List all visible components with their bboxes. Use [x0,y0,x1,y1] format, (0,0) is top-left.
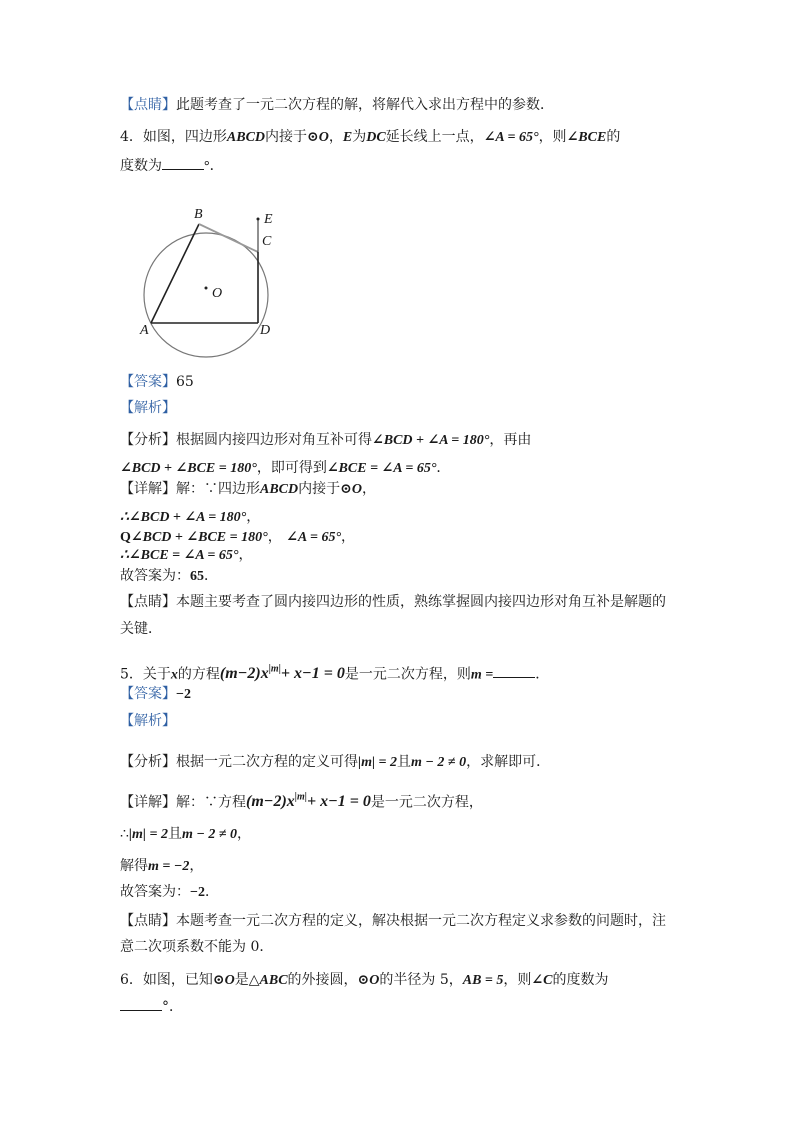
side-AB [151,224,199,323]
stem-text: 6．如图，已知 [120,972,213,988]
stem-text: 是 [234,972,249,988]
q3-comment [120,95,554,115]
dianjing-tag: 【点睛】 [120,594,176,610]
math-angle-BCE: ∠BCE [566,130,607,145]
final-text: ． [204,568,218,584]
fenxi-text: 根据圆内接四边形对角互补可得 [176,432,372,448]
eq-rest: + x−1 = 0 [306,793,371,811]
answer-blank [493,677,535,678]
side-BC [199,224,258,252]
math-eq: |m| = 2 [358,755,398,770]
answer-tag: 【答案】 [120,686,176,702]
stem-text: 的外接圆， [287,972,358,988]
step-punct: ， [246,509,261,525]
dianjing-text: 关键． [120,621,162,637]
xiangjie-text: 解：∵四边形 [176,481,260,497]
math-eq: ∴∠BCE = ∠A = 65° [120,548,239,563]
comment-text: 此题考查了一元二次方程的解，将解代入求出方程中的参数． [176,97,554,113]
math-ABCD: ABCD [226,130,266,145]
final-value: 65 [190,569,204,584]
math-m: m = [470,667,494,683]
answer-value: −2 [176,687,191,702]
stem-text: ． [209,158,224,174]
fenxi-text: ，求解即可． [466,754,551,770]
answer-value: 65 [176,374,194,390]
step-punct: ， [237,826,252,842]
final-text: 故答案为： [120,568,190,584]
stem-text: 延长线上一点， [385,129,484,145]
xiangjie-text: 内接于 [298,481,341,497]
fenxi-text: ，再由 [489,432,532,448]
q6-stem-line-1 [120,970,608,991]
degree-mark: ° [204,159,210,174]
answer-tag: 【答案】 [120,374,176,390]
q4-figure [135,200,285,360]
q5-final [120,882,219,903]
step-punct: ， [238,547,253,563]
eq-exponent: |m| [294,792,307,803]
dianjing-text: 本题考查一元二次方程的定义，解决根据一元二次方程定义求参数的问题时，注 [176,913,666,929]
math-eq: ∠BCD + ∠BCE = 180° [120,461,257,476]
stem-text: ，则 [538,129,567,145]
stem-text: 为 [352,129,367,145]
q5-step-2 [120,856,203,877]
step-punct: ， [189,858,204,874]
label-E: E [264,212,273,227]
stem-text: ，则 [503,972,532,988]
stem-text: 的 [606,129,621,145]
math-eq: m = −2 [148,859,190,874]
xiangjie-tag: 【详解】 [120,794,176,811]
q5-stem [120,660,549,685]
math-circle-O: ⊙O [307,130,329,145]
math-because: Q [120,530,131,545]
q4-answer [120,372,194,392]
fenxi-tag: 【分析】 [120,432,176,448]
stem-text: 的半径为 5， [379,972,463,988]
stem-text: 4．如图，四边形 [120,129,227,145]
step-punct: ， [341,529,356,545]
math-eq: ∠BCD + ∠BCE = 180° [130,530,268,545]
point-E [257,218,260,221]
stem-text: 是一元二次方程，则 [344,666,471,683]
step-punct: ， [267,529,282,545]
math-angle-C: ∠C [531,973,553,988]
math-equation [220,665,345,682]
answer-blank [162,169,204,170]
math-ABCD: ABCD [260,482,299,497]
stem-text: 5．关于 [120,666,171,683]
math-circle-O: ⊙O [340,482,362,497]
xiangjie-text: 是一元二次方程， [370,794,483,811]
q4-fenxi-line-2 [120,458,450,479]
label-C: C [262,234,272,249]
comment-tag: 【点睛】 [120,97,176,113]
q4-fenxi-line-1 [120,430,531,451]
stem-text: 内接于 [265,129,308,145]
xiangjie-tag: 【详解】 [120,481,176,497]
q6-stem-line-2 [120,997,183,1017]
stem-text: 的度数为 [552,972,609,988]
eq-exponent: |m| [268,664,281,675]
final-text: ． [204,884,219,900]
label-B: B [194,207,203,222]
fenxi-tag: 【分析】 [120,754,176,770]
fenxi-text: 根据一元二次方程的定义可得 [176,754,358,770]
q4-xiangjie-line [120,479,376,500]
q5-dianjing-line-2 [120,937,273,957]
step-text: 解得 [120,858,148,874]
stem-text: ． [535,666,550,683]
therefore: ∴ [120,826,129,842]
label-D: D [260,323,271,338]
eq-rest: + x−1 = 0 [280,665,345,683]
math-E: E [342,130,353,145]
answer-blank [120,1010,162,1011]
q4-step-1 [120,507,260,528]
math-triangle-ABC: △ABC [248,973,288,988]
label-A: A [140,323,149,338]
q5-dianjing-line-1 [120,911,666,931]
q5-answer [120,684,191,705]
dianjing-text: 意二次项系数不能为 0． [120,939,274,955]
fenxi-text: ． [436,460,451,476]
fenxi-text: ，即可得到 [256,460,327,476]
q4-stem-line-2 [120,156,224,177]
label-O: O [212,286,223,301]
q5-fenxi [120,752,550,773]
q4-dianjing-line-1 [120,592,666,612]
eq-base: (m−2)x [246,793,295,811]
math-eq: ∠A = 65° [286,530,342,545]
math-eq: ∠BCD + ∠A = 180° [372,433,490,448]
math-eq: |m| = 2 [128,827,168,842]
stem-text: °． [162,999,183,1015]
dianjing-text: 本题主要考查了圆内接四边形的性质，熟练掌握圆内接四边形对角互补是解题的 [176,594,666,610]
q4-analysis-tag [120,398,176,418]
xiangjie-text: ， [361,481,376,497]
math-eq: ∴∠BCD + ∠A = 180° [120,510,247,525]
circle-O [144,233,271,357]
q4-dianjing-line-2 [120,619,162,639]
dianjing-tag: 【点睛】 [120,913,176,929]
xiangjie-text: 解：∵方程 [176,794,246,811]
math-AB: AB = 5 [462,973,504,988]
q5-step-1 [120,824,251,845]
math-x: x [170,667,178,683]
analysis-tag: 【解析】 [120,713,176,729]
math-DC: DC [366,130,386,145]
point-O [205,287,208,290]
final-text: 故答案为： [120,884,190,900]
q4-final [120,566,218,587]
analysis-tag: 【解析】 [120,400,176,416]
math-angle-A: ∠A = 65° [483,130,539,145]
math-eq: m − 2 ≠ 0 [411,755,467,770]
math-circle-O: ⊙O [357,973,380,988]
final-value: −2 [190,885,205,900]
math-eq: m − 2 ≠ 0 [181,827,238,842]
q5-analysis-tag [120,711,176,731]
q5-xiangjie [120,788,483,812]
math-eq: ∠BCE = ∠A = 65° [326,461,437,476]
math-circle-O: ⊙O [212,973,235,988]
stem-text: ， [328,129,343,145]
stem-text: 的方程 [177,666,220,683]
q4-step-3 [120,545,253,566]
math-equation [246,793,371,810]
q4-stem-line-1 [120,127,620,148]
step-text: 且 [167,826,182,842]
fenxi-text: 且 [397,754,412,770]
eq-base: (m−2)x [219,665,269,683]
stem-text: 度数为 [120,158,162,174]
